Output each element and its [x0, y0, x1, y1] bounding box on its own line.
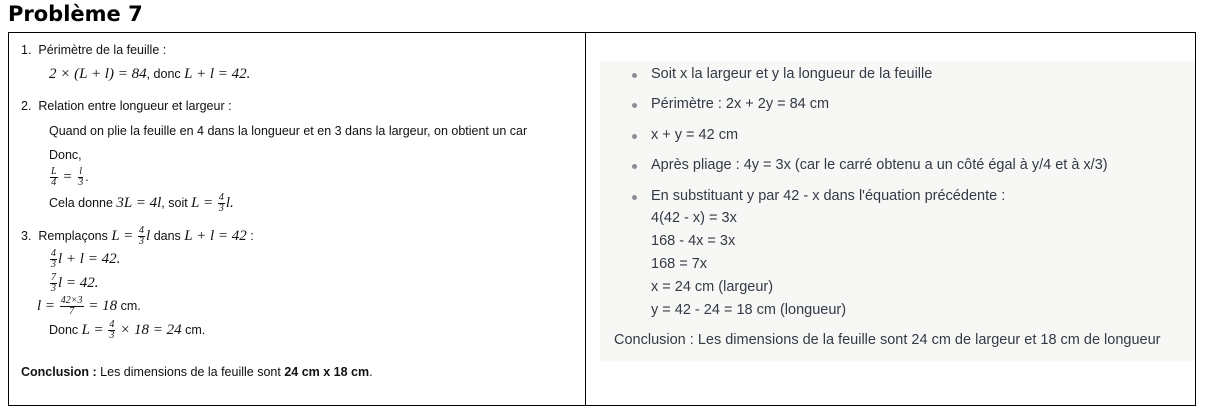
math: L =: [111, 227, 138, 244]
page-title: Problème 7: [8, 2, 143, 26]
fraction: [77, 167, 84, 188]
equation-step: y = 42 - 24 = 18 cm (longueur): [651, 302, 847, 318]
text: .: [85, 169, 89, 184]
denominator: 4: [51, 177, 57, 188]
equation-step: x = 24 cm (largeur): [651, 279, 774, 295]
bullet-item: x + y = 42 cm: [651, 127, 739, 143]
math: l.: [225, 194, 234, 211]
left-conclusion: [21, 365, 373, 380]
text: .: [369, 365, 373, 379]
numerator: L: [51, 166, 57, 177]
fraction: [138, 226, 145, 247]
denominator: 3: [51, 259, 56, 270]
list-number: 2.: [21, 99, 32, 113]
denominator: 7: [69, 306, 75, 317]
conclusion-label: Conclusion :: [21, 365, 97, 379]
numerator: 4: [139, 225, 145, 236]
math: =: [58, 168, 77, 185]
unit: cm.: [181, 322, 206, 337]
list-label: Périmètre de la feuille :: [38, 43, 167, 57]
text: Donc: [49, 322, 82, 337]
fraction: [50, 167, 58, 188]
text: , donc: [146, 67, 185, 81]
text: Cela donne: [49, 195, 117, 210]
math: 2 × (L + l) = 84: [49, 66, 147, 82]
comparison-table: [8, 32, 1196, 406]
math: = 18: [84, 297, 118, 314]
math: l + l = 42.: [58, 250, 121, 267]
substitution-line-4: [49, 320, 205, 341]
equation-step: 168 - 4x = 3x: [651, 233, 736, 249]
numerator: 4: [109, 319, 115, 330]
text: Les dimensions de la feuille sont: [96, 365, 285, 379]
right-conclusion: Conclusion : Les dimensions de la feuille sont 24 cm de largeur et 18 cm de longueur: [614, 332, 1161, 348]
denominator: 3: [218, 203, 224, 214]
fraction: [108, 320, 115, 341]
list-item-2: [21, 99, 232, 114]
right-solution-panel: [586, 33, 1195, 405]
perimeter-equation: [49, 65, 250, 83]
bullet-item: Périmètre : 2x + 2y = 84 cm: [651, 96, 830, 112]
math: L =: [191, 194, 217, 211]
bullet-item: Après pliage : 4y = 3x (car le carré obtenu a un côté égal à y/4 et à x/3): [651, 157, 1108, 173]
math: l =: [37, 297, 59, 314]
list-item-1: [21, 43, 166, 58]
substitution-line-1: [49, 249, 120, 270]
fraction: [50, 249, 57, 270]
text: :: [246, 228, 254, 243]
list-number: 3.: [21, 228, 32, 243]
numerator: 7: [51, 272, 56, 283]
math: L =: [81, 321, 108, 338]
math: l: [146, 227, 151, 244]
donc-text: Donc,: [49, 148, 82, 162]
denominator: 3: [109, 330, 115, 341]
text: dans: [150, 228, 185, 243]
fold-explanation: Quand on plie la feuille en 4 dans la longueur et en 3 dans la largeur, on obtient un car: [49, 124, 528, 138]
ratio-equation: [49, 167, 89, 188]
math: l = 42.: [58, 274, 99, 291]
math: L + l = 42.: [184, 66, 251, 82]
unit: cm.: [117, 298, 141, 313]
list-number: 1.: [21, 43, 32, 57]
numerator: 4: [51, 248, 56, 259]
equation-step: 4(42 - x) = 3x: [651, 210, 737, 226]
list-item-3: [21, 226, 254, 247]
math: L + l = 42: [184, 227, 247, 244]
fraction: [60, 296, 84, 317]
bullet-item: En substituant y par 42 - x dans l'équation précédente :: [651, 188, 1006, 204]
conclusion-answer: 24 cm x 18 cm: [284, 365, 370, 379]
list-label: Relation entre longueur et largeur :: [38, 99, 232, 113]
denominator: 3: [78, 177, 84, 188]
text: Remplaçons: [38, 228, 112, 243]
substitution-line-3: [37, 296, 141, 317]
bullet-item: Soit x la largeur et y la longueur de la feuille: [651, 66, 933, 82]
numerator: l: [79, 166, 83, 177]
text: , soit: [161, 195, 192, 210]
numerator: 42×3: [60, 295, 83, 306]
fraction: [218, 193, 225, 214]
denominator: 3: [51, 283, 56, 294]
math: 3L = 4l: [116, 194, 162, 211]
cela-line: [49, 193, 234, 214]
fraction: [50, 273, 57, 294]
math: × 18 = 24: [116, 321, 182, 338]
substitution-line-2: [49, 273, 99, 294]
left-solution-panel: [9, 33, 586, 405]
numerator: 4: [218, 192, 224, 203]
equation-step: 168 = 7x: [651, 256, 708, 272]
denominator: 3: [139, 236, 145, 247]
